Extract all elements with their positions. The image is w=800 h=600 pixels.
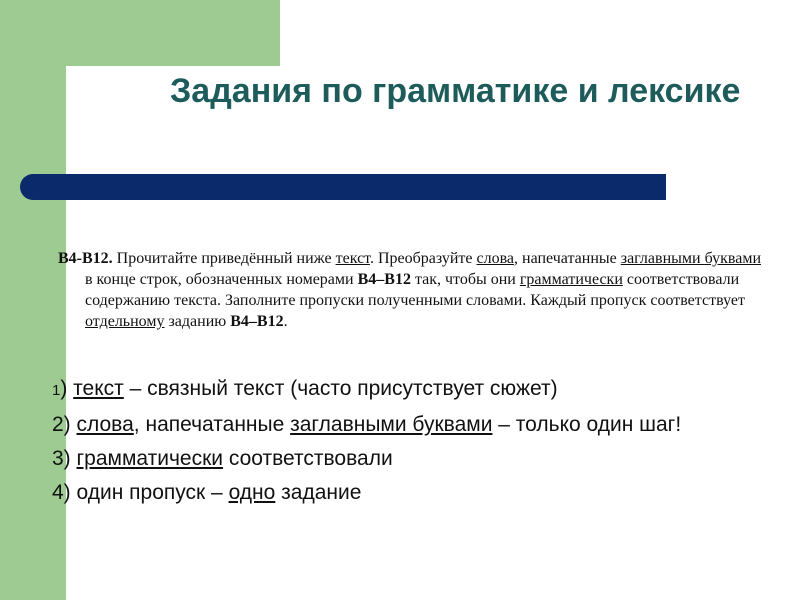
keyword-text: текст bbox=[335, 250, 370, 267]
instruction-text: соответствовали содержанию текста. Заполните пропуски полученными словами. Каждый пропуск соответствует bbox=[85, 271, 745, 309]
item-text: задание bbox=[275, 481, 362, 504]
item-number: 2) bbox=[52, 413, 77, 436]
item-number-bracket: ) bbox=[60, 377, 74, 400]
instruction-text: заданию bbox=[164, 313, 231, 330]
item-keyword: заглавными буквами bbox=[290, 413, 493, 436]
instruction-paragraph bbox=[58, 248, 768, 332]
task-range: В4–В12 bbox=[357, 271, 411, 288]
key-points-list bbox=[52, 376, 772, 514]
item-number: 3) bbox=[52, 447, 77, 470]
instruction-text: в конце строк, обозначенных номерами bbox=[85, 271, 358, 288]
keyword-grammatically: грамматически bbox=[519, 271, 623, 288]
keyword-capitals: заглавными буквами bbox=[620, 250, 761, 267]
instruction-text: . bbox=[283, 313, 288, 330]
item-text: – связный текст (часто присутствует сюжет) bbox=[123, 377, 558, 400]
keyword-separate: отдельному bbox=[85, 313, 165, 330]
item-text: один пропуск – bbox=[76, 481, 229, 504]
list-item bbox=[52, 446, 772, 471]
instruction-text: Прочитайте приведённый ниже bbox=[112, 250, 336, 267]
item-text: , напечатанные bbox=[133, 413, 291, 436]
instruction-text: так, чтобы они bbox=[410, 271, 520, 288]
list-item bbox=[52, 480, 772, 505]
slide-title: Задания по грамматике и лексике bbox=[170, 72, 741, 110]
task-instruction bbox=[58, 248, 768, 332]
item-keyword: слова bbox=[76, 413, 134, 436]
item-keyword: одно bbox=[228, 481, 276, 504]
item-text: соответствовали bbox=[223, 447, 393, 470]
list-item bbox=[52, 412, 772, 437]
item-keyword: грамматически bbox=[76, 447, 224, 470]
task-range: В4–В12 bbox=[230, 313, 284, 330]
instruction-text: . Преобразуйте bbox=[369, 250, 477, 267]
item-keyword: текст bbox=[73, 377, 124, 400]
task-label: В4-В12. bbox=[58, 250, 113, 267]
item-text: – только один шаг! bbox=[492, 413, 682, 436]
list-item bbox=[52, 376, 772, 403]
item-number: 1 bbox=[52, 382, 61, 399]
title-underline-bar bbox=[20, 174, 666, 200]
item-number: 4) bbox=[52, 481, 77, 504]
instruction-text: , напечатанные bbox=[514, 250, 621, 267]
keyword-words: слова bbox=[476, 250, 515, 267]
